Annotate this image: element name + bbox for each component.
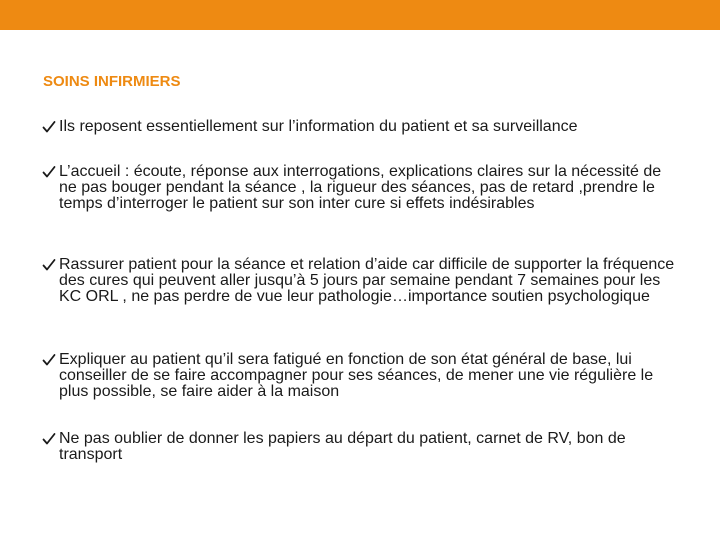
bullet-text: L’accueil : écoute, réponse aux interrogations, explications claires sur la nécessité de ne pas bouger pendant la séance , la rigueur des séances, pas de retard ,prendre le temps d’interroger le patient sur son inter cure si effets indésirables [59, 163, 662, 212]
check-icon [40, 119, 58, 135]
check-icon [40, 164, 58, 180]
bullet-text: Ne pas oublier de donner les papiers au départ du patient, carnet de RV, bon de transport [59, 430, 626, 463]
slide-title: SOINS INFIRMIERS [43, 73, 181, 90]
bullet-item [40, 257, 680, 305]
check-icon [40, 257, 58, 273]
bullet-item [40, 431, 680, 463]
check-icon [40, 352, 58, 368]
bullet-item [40, 164, 680, 212]
bullet-text: Rassurer patient pour la séance et relation d’aide car difficile de supporter la fréquence des cures qui peuvent aller jusqu’à 5 jours par semaine pendant 7 semaines pour les KC ORL , ne pas perdre de vue leur pathologie…importance soutien psychologique [59, 256, 675, 305]
bullet-item [40, 352, 680, 400]
check-icon [40, 431, 58, 447]
bullet-text: Ils reposent essentiellement sur l’information du patient et sa surveillance [59, 118, 578, 135]
bullet-item [40, 119, 680, 135]
bullet-text: Expliquer au patient qu’il sera fatigué en fonction de son état général de base, lui conseiller de se faire accompagner pour ses séances, de mener une vie régulière le plus possible, se faire aider à la maison [59, 351, 654, 400]
top-accent-bar [0, 0, 720, 30]
